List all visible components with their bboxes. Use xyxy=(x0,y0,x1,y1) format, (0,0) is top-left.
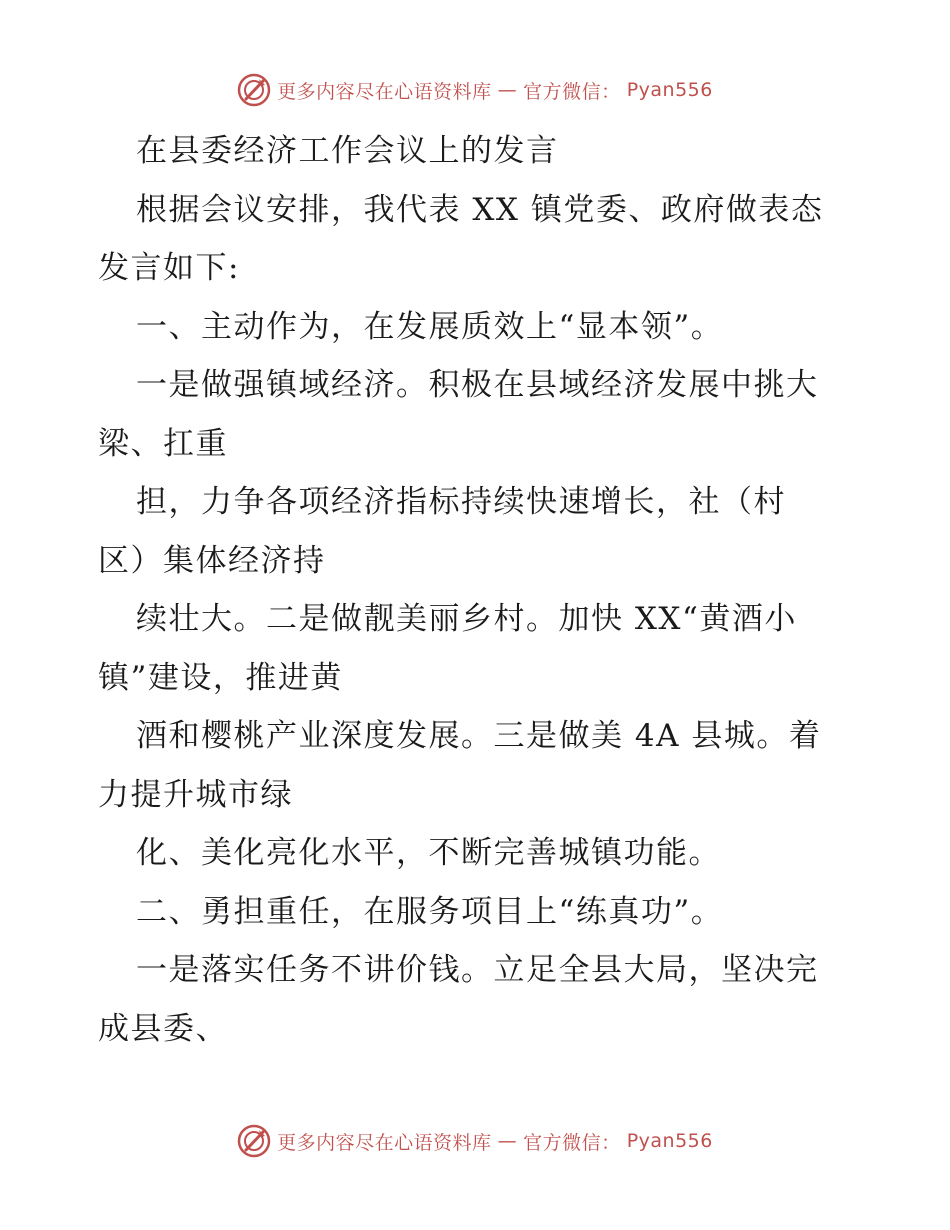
document-line: 一是落实任务不讲价钱。立足全县大局，坚决完 xyxy=(136,952,819,988)
footer-separator: — xyxy=(497,1130,518,1152)
brand-logo-icon xyxy=(237,1124,271,1158)
document-line: 发言如下: xyxy=(98,250,240,286)
document-line: 根据会议安排，我代表 XX 镇党委、政府做表态 xyxy=(136,191,824,228)
document-line: 续壮大。二是做靓美丽乡村。加快 XX“黄酒小 xyxy=(136,601,797,637)
document-line: 成县委、 xyxy=(98,1010,228,1047)
document-line: 酒和樱桃产业深度发展。三是做美 4A 县城。着 xyxy=(136,718,822,754)
document-line: 梁、扛重 xyxy=(98,425,228,462)
footer-wechat-id: Pyan556 xyxy=(626,1130,713,1152)
document-line: 区）集体经济持 xyxy=(98,542,326,579)
header-wechat-id: Pyan556 xyxy=(626,79,713,101)
document-body xyxy=(98,122,858,1058)
document-line: 二、勇担重任，在服务项目上“练真功”。 xyxy=(136,893,724,930)
brand-logo-icon xyxy=(237,73,271,107)
header-separator: — xyxy=(497,79,518,101)
document-line: 一、主动作为，在发展质效上“显本领”。 xyxy=(136,308,724,345)
header-banner xyxy=(0,73,950,107)
document-line: 化、美化亮化水平，不断完善城镇功能。 xyxy=(136,835,721,871)
document-line: 在县委经济工作会议上的发言 xyxy=(136,133,559,169)
footer-banner xyxy=(0,1124,950,1158)
header-wechat-label: 官方微信： xyxy=(523,80,621,103)
document-line: 镇”建设，推进黄 xyxy=(98,659,343,696)
header-brand-text: 更多内容尽在心语资料库 xyxy=(277,80,492,103)
document-line: 力提升城市绿 xyxy=(98,776,293,813)
document-line: 一是做强镇域经济。积极在县域经济发展中挑大 xyxy=(136,367,819,403)
footer-brand-text: 更多内容尽在心语资料库 xyxy=(277,1131,492,1154)
document-line: 担，力争各项经济指标持续快速增长，社（村 xyxy=(136,484,786,520)
footer-wechat-label: 官方微信： xyxy=(523,1131,621,1154)
